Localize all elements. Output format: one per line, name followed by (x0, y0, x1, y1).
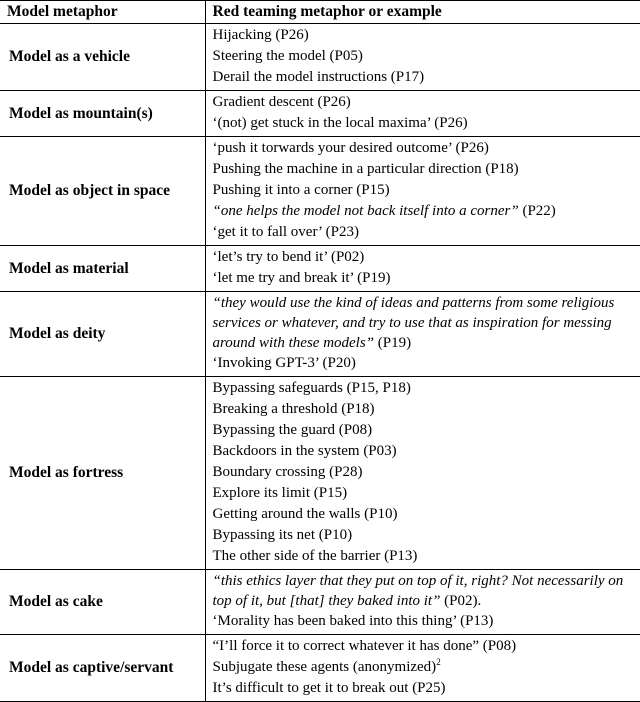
table-row (0, 292, 640, 377)
example-item (213, 483, 640, 504)
metaphor-cell: Model as cake (0, 570, 205, 635)
header-row (0, 1, 640, 24)
example-item (213, 441, 640, 462)
example-item (213, 399, 640, 420)
footnote-marker: 2 (436, 657, 441, 667)
example-text: ‘Invoking GPT-3’ (P20) (213, 355, 356, 371)
example-item (213, 293, 640, 353)
example-text: Bypassing its net (P10) (213, 527, 353, 543)
example-text: It’s difficult to get it to break out (P25) (213, 680, 446, 696)
example-text: Boundary crossing (P28) (213, 464, 363, 480)
example-text: Pushing it into a corner (P15) (213, 182, 390, 198)
example-item (213, 525, 640, 546)
example-item (213, 678, 640, 699)
table-row (0, 635, 640, 702)
example-item (213, 159, 640, 180)
metaphor-cell: Model as object in space (0, 137, 205, 246)
example-text: Steering the model (P05) (213, 48, 363, 64)
example-item (213, 462, 640, 483)
example-item (213, 657, 640, 678)
examples-cell (205, 570, 640, 635)
example-item (213, 180, 640, 201)
example-text: Explore its limit (P15) (213, 485, 348, 501)
examples-cell (205, 246, 640, 292)
example-quote: “they would use the kind of ideas and patterns from some religious services or whatever, and try to use that as inspiration for messing around with these models” (213, 295, 615, 351)
example-text: Backdoors in the system (P03) (213, 443, 397, 459)
metaphor-cell: Model as fortress (0, 377, 205, 570)
table-row (0, 246, 640, 292)
example-text: Gradient descent (P26) (213, 94, 351, 110)
example-text: ‘Morality has been baked into this thing’ (P13) (213, 613, 494, 629)
example-item (213, 268, 640, 289)
header-model-metaphor: Model metaphor (0, 1, 205, 24)
metaphor-cell: Model as a vehicle (0, 24, 205, 91)
examples-cell (205, 137, 640, 246)
example-item (213, 138, 640, 159)
table-row (0, 377, 640, 570)
example-text: Breaking a threshold (P18) (213, 401, 375, 417)
example-text: Pushing the machine in a particular direction (P18) (213, 161, 519, 177)
example-text: ‘let’s try to bend it’ (P02) (213, 249, 365, 265)
example-text: Hijacking (P26) (213, 27, 309, 43)
example-item (213, 46, 640, 67)
example-text: Subjugate these agents (anonymized) (213, 659, 437, 675)
example-item (213, 222, 640, 243)
example-item (213, 636, 640, 657)
example-item (213, 611, 640, 632)
examples-cell (205, 91, 640, 137)
example-text: ‘(not) get stuck in the local maxima’ (P26) (213, 115, 468, 131)
metaphor-cell: Model as deity (0, 292, 205, 377)
participant-ref: (P19) (374, 335, 411, 351)
metaphor-cell: Model as captive/servant (0, 635, 205, 702)
example-item (213, 92, 640, 113)
table-row (0, 91, 640, 137)
examples-cell (205, 292, 640, 377)
example-item (213, 201, 640, 222)
example-text: ‘push it torwards your desired outcome’ (P26) (213, 140, 489, 156)
participant-ref: (P22) (519, 203, 556, 219)
metaphor-cell: Model as material (0, 246, 205, 292)
header-red-teaming-example: Red teaming metaphor or example (205, 1, 640, 24)
example-text: The other side of the barrier (P13) (213, 548, 418, 564)
example-item (213, 378, 640, 399)
table-body (0, 24, 640, 702)
examples-cell (205, 24, 640, 91)
participant-ref: (P02). (440, 593, 481, 609)
example-text: Bypassing the guard (P08) (213, 422, 373, 438)
example-item (213, 353, 640, 374)
example-item (213, 546, 640, 567)
example-text: Getting around the walls (P10) (213, 506, 398, 522)
table-row (0, 24, 640, 91)
table-row (0, 570, 640, 635)
example-item (213, 571, 640, 611)
example-text: Bypassing safeguards (P15, P18) (213, 380, 411, 396)
example-text: Derail the model instructions (P17) (213, 69, 425, 85)
table-row (0, 137, 640, 246)
example-item (213, 504, 640, 525)
example-item (213, 67, 640, 88)
example-item (213, 247, 640, 268)
example-text: ‘let me try and break it’ (P19) (213, 270, 391, 286)
example-item (213, 25, 640, 46)
metaphor-cell: Model as mountain(s) (0, 91, 205, 137)
example-text: “I’ll force it to correct whatever it has done” (P08) (213, 638, 517, 654)
example-item (213, 113, 640, 134)
example-quote: “one helps the model not back itself into a corner” (213, 203, 519, 219)
examples-cell (205, 635, 640, 702)
examples-cell (205, 377, 640, 570)
example-text: ‘get it to fall over’ (P23) (213, 224, 359, 240)
example-item (213, 420, 640, 441)
example-quote: “this ethics layer that they put on top of it, right? Not necessarily on top of it, but [that] they baked into it” (213, 573, 624, 609)
